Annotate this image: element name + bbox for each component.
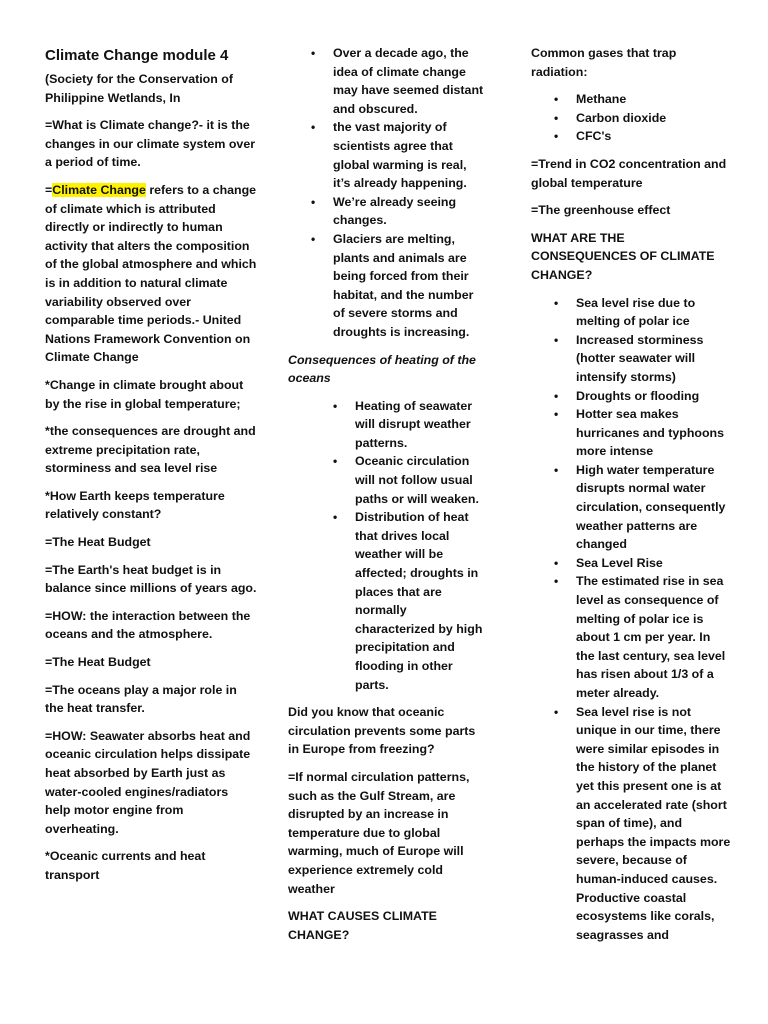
column-middle xyxy=(288,44,484,953)
list-item: • High water temperature disrupts normal water circulation, consequently weather patterns are changed xyxy=(576,461,731,554)
list-item: • CFC's xyxy=(576,127,731,146)
paragraph-how-seawater: =HOW: Seawater absorbs heat and oceanic circulation helps dissipate heat absorbed by Earth just as water-cooled engines/radiators help motor engine from overheating. xyxy=(45,728,251,836)
intro-bullet-list xyxy=(288,44,484,342)
column-left xyxy=(45,44,257,894)
definition-source: United Nations Framework Convention on Climate Change xyxy=(45,313,251,365)
highlighted-term: Climate Change xyxy=(52,182,146,197)
list-item: • Methane xyxy=(576,90,731,109)
list-item: • the vast majority of scientists agree that global warming is real, it’s already happening. xyxy=(333,118,484,192)
list-item: • Sea level rise is not unique in our time, there were similar episodes in the history of the planet yet this present one is at an accelerated rate (short span of time), and perhaps the impacts more severe, because of human-induced causes. Productive coastal ecosystems like corals, seagrasses and xyxy=(576,703,731,945)
paragraph-how-earth: *How Earth keeps temperature relatively constant? xyxy=(45,488,225,522)
paragraph-oceans-role: =The oceans play a major role in the heat transfer. xyxy=(45,682,237,716)
ocean-bullet-list xyxy=(288,397,484,695)
paragraph-heat-balance: =The Earth's heat budget is in balance since millions of years ago. xyxy=(45,562,257,596)
paragraph-greenhouse: =The greenhouse effect xyxy=(531,203,671,218)
list-item: • Sea Level Rise xyxy=(576,554,731,573)
definition-prefix: = xyxy=(45,182,53,197)
list-item: • Hotter sea makes hurricanes and typhoons more intense xyxy=(576,405,731,461)
list-item: • We’re already seeing changes. xyxy=(333,193,484,230)
list-item: • The estimated rise in sea level as consequence of melting of polar ice is about 1 cm per year. In the last century, sea level has risen about 1/3 of a meter already. xyxy=(576,572,731,702)
heading-ocean-heating: Consequences of heating of the oceans xyxy=(288,352,476,386)
heading-heat-budget-2: =The Heat Budget xyxy=(45,655,151,670)
heading-causes: WHAT CAUSES CLIMATE CHANGE? xyxy=(288,909,437,942)
heading-gases: Common gases that trap radiation: xyxy=(531,46,677,79)
list-item: • Droughts or flooding xyxy=(576,387,731,406)
list-item: • Distribution of heat that drives local weather will be affected; droughts in places that are normally characterized by high precipitation and flooding in other parts. xyxy=(355,508,484,694)
paragraph-did-you-know: Did you know that oceanic circulation prevents some parts in Europe from freezing? xyxy=(288,705,476,757)
list-item: • Sea level rise due to melting of polar ice xyxy=(576,294,731,331)
list-item: • Glaciers are melting, plants and animals are being forced from their habitat, and the number of severe storms and droughts is increasing. xyxy=(333,230,484,342)
heading-heat-budget: =The Heat Budget xyxy=(45,535,151,550)
column-right xyxy=(531,44,731,953)
paragraph-how-interaction: =HOW: the interaction between the oceans and the atmosphere. xyxy=(45,608,251,642)
list-item: • Oceanic circulation will not follow usual paths or will weaken. xyxy=(355,452,484,508)
module-title: Climate Change module 4 xyxy=(45,47,229,64)
list-item: • Increased storminess (hotter seawater will intensify storms) xyxy=(576,331,731,387)
paragraph-what-is: =What is Climate change?- it is the changes in our climate system over a period of time. xyxy=(45,118,256,170)
list-item: • Carbon dioxide xyxy=(576,109,731,128)
paragraph-definition xyxy=(45,181,257,367)
paragraph-consequences: *the consequences are drought and extreme precipitation rate, storminess and sea level rise xyxy=(45,424,256,476)
consequences-list xyxy=(531,294,731,945)
list-item: • Over a decade ago, the idea of climate change may have seemed distant and obscured. xyxy=(333,44,484,118)
heading-consequences: WHAT ARE THE CONSEQUENCES OF CLIMATE CHANGE? xyxy=(531,230,715,282)
list-item: • Heating of seawater will disrupt weather patterns. xyxy=(355,397,484,453)
paragraph-rise-temp: *Change in climate brought about by the rise in global temperature; xyxy=(45,377,244,411)
paragraph-gulf-stream: =If normal circulation patterns, such as the Gulf Stream, are disrupted by an increase in temperature due to global warming, much of Europe will experience extremely cold weather xyxy=(288,769,470,896)
heading-oceanic-currents: *Oceanic currents and heat transport xyxy=(45,849,206,882)
module-subtitle: (Society for the Conservation of Philippine Wetlands, In xyxy=(45,72,233,105)
paragraph-trend: =Trend in CO2 concentration and global temperature xyxy=(531,156,727,190)
definition-body: refers to a change of climate which is attributed directly or indirectly to human activity that alters the composition of the global atmosphere and which is in addition to natural climate variability observed over comparable time periods.- xyxy=(45,182,257,328)
gases-list xyxy=(531,90,731,146)
